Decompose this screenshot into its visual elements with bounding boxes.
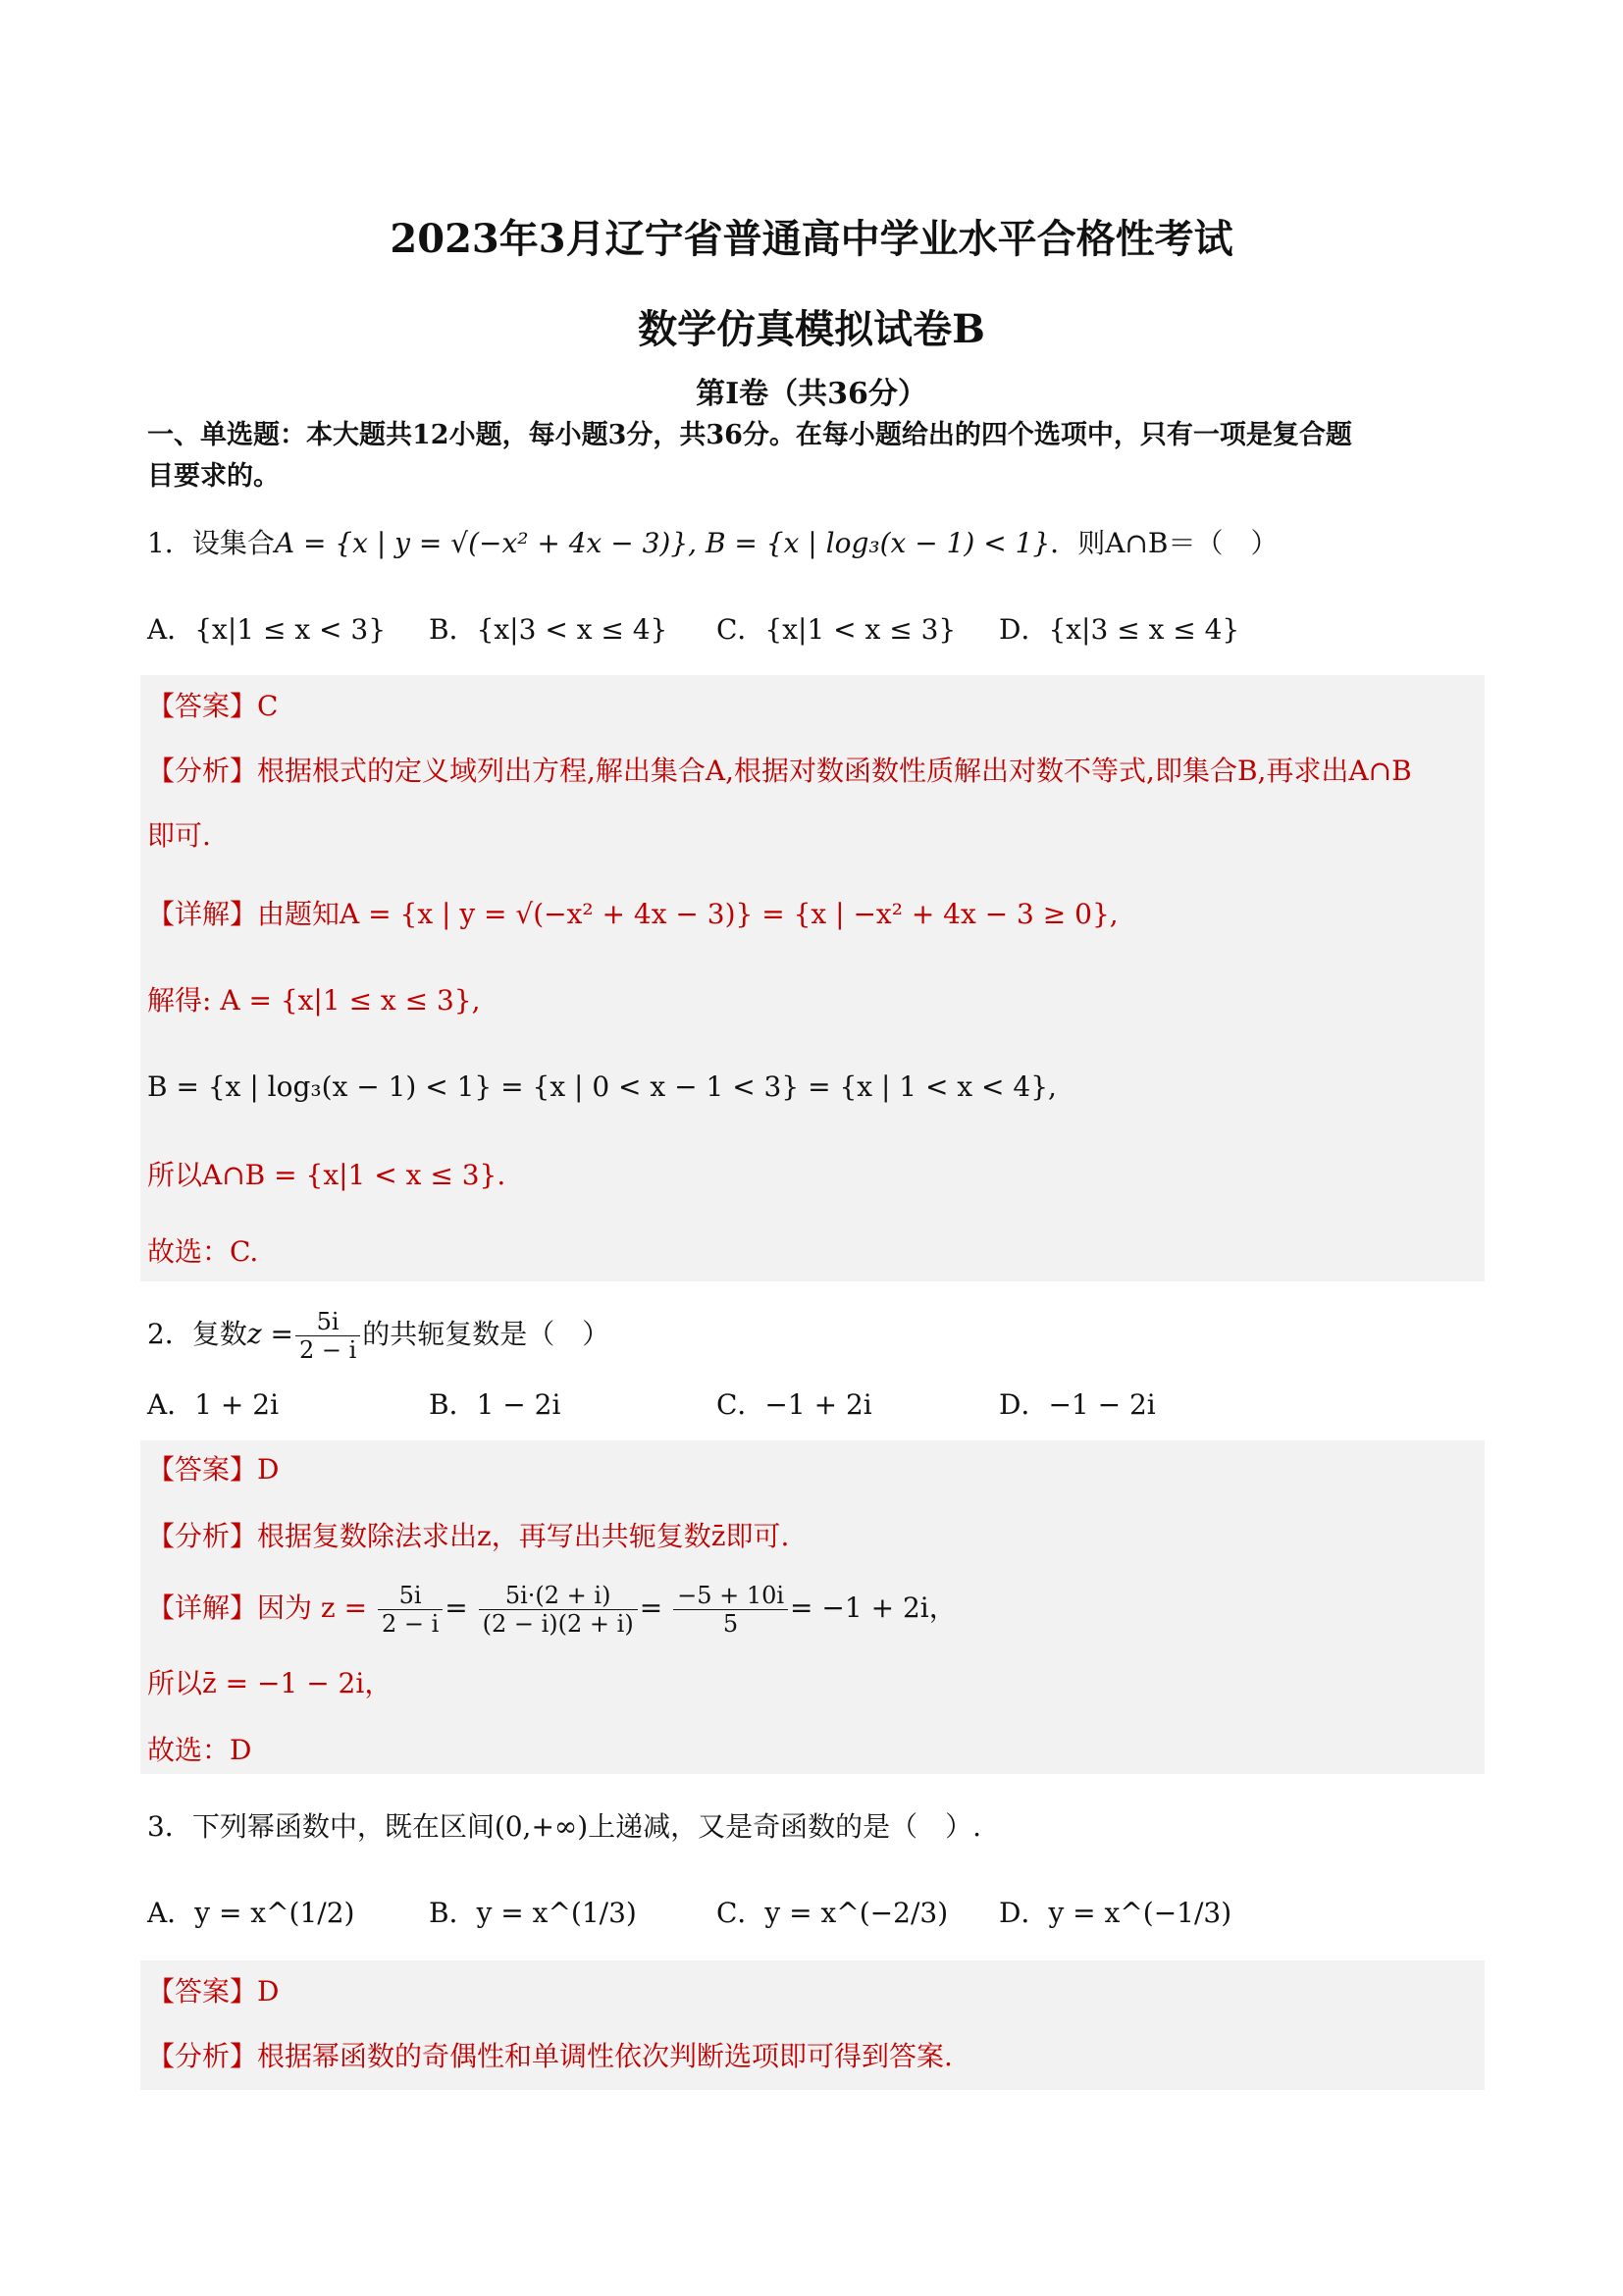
q2-detail-fraction-2	[479, 1582, 638, 1638]
analysis-tag: 【分析】	[147, 1520, 258, 1552]
q3-option-b: B．y = x^(1/3)	[429, 1897, 637, 1929]
q2-detail: 【详解】因为 z = $\frac{5i}{2 - i}$ = $\frac{5i\cdot(2 + i)}{(2 - i)(2 + i)}$ = $\frac{-5 + 10i}{5}$ = −1 + 2i，	[147, 1582, 957, 1638]
q1-answer	[147, 687, 278, 726]
fraction-numerator: 5i·(2 + i)	[479, 1582, 638, 1610]
fraction-denominator: 2 − i	[298, 1336, 357, 1364]
q3-answer	[147, 1972, 279, 2011]
question-1-set-a: A = {x | y = √(−x² + 4x − 3)}	[274, 527, 689, 559]
q1-detail-4: 所以A∩B = {x|1 < x ≤ 3}.	[147, 1159, 506, 1191]
q1-option-a: A．{x|1 ≤ x < 3}	[147, 613, 387, 646]
q3-option-a: A．y = x^(1/2)	[147, 1897, 355, 1929]
q1-detail-3: B = {x | log₃(x − 1) < 1} = {x | 0 < x − 1 < 3} = {x | 1 < x < 4},	[147, 1070, 1057, 1103]
q1-detail-2: 解得: A = {x|1 ≤ x ≤ 3},	[147, 984, 481, 1017]
question-1-set-b: , B = {x | log₃(x − 1) < 1}	[688, 527, 1051, 559]
detail-tag: 【详解】	[147, 898, 258, 930]
question-3: 3．下列幂函数中，既在区间(0,+∞)上递减，又是奇函数的是（ ）.	[147, 1810, 982, 1843]
question-1	[147, 524, 1278, 563]
q2-detail-2: 所以z̄ = −1 − 2i，	[147, 1667, 393, 1699]
q3-option-c: C．y = x^(−2/3)	[716, 1897, 949, 1929]
q1-option-d: D．{x|3 ≤ x ≤ 4}	[999, 613, 1240, 646]
volume-heading: 第Ⅰ卷（共36分）	[696, 377, 927, 411]
answer-tag: 【答案】	[147, 1453, 258, 1486]
exam-subtitle: 数学仿真模拟试卷B	[638, 306, 985, 352]
q1-analysis-text: 根据根式的定义域列出方程,解出集合A,根据对数函数性质解出对数不等式,即集合B,再求出A∩B	[257, 755, 1412, 787]
q1-choose: 故选：C.	[147, 1235, 259, 1268]
q2-detail-fraction-3	[673, 1582, 788, 1638]
answer-tag: 【答案】	[147, 1975, 258, 2008]
question-2-suffix: 的共轭复数是（ ）	[362, 1318, 610, 1350]
q3-analysis-text: 根据幂函数的奇偶性和单调性依次判断选项即可得到答案.	[257, 2040, 953, 2072]
analysis-tag: 【分析】	[147, 755, 258, 787]
q1-detail-1	[147, 895, 1119, 934]
q1-option-b: B．{x|3 < x ≤ 4}	[429, 613, 668, 646]
fraction-denominator: 2 − i	[381, 1610, 440, 1638]
section-instructions-1: 一、单选题：本大题共12小题，每小题3分，共36分。在每小题给出的四个选项中，只有一项是复合题	[147, 420, 1352, 450]
fraction-numerator: −5 + 10i	[673, 1582, 788, 1610]
q1-analysis-1	[147, 752, 1412, 791]
fraction-numerator: 5i	[378, 1582, 443, 1610]
q2-analysis-text: 根据复数除法求出z，再写出共轭复数z̄即可.	[257, 1520, 790, 1552]
question-1-prefix: 1．设集合	[147, 527, 275, 559]
exam-title: 2023年3月辽宁省普通高中学业水平合格性考试	[390, 216, 1233, 262]
detail-tag: 【详解】	[147, 1592, 258, 1624]
q2-detail-pre: 因为 z =	[257, 1592, 368, 1624]
q2-option-a: A．1 + 2i	[147, 1388, 280, 1421]
answer-tag: 【答案】	[147, 690, 258, 722]
q2-choose: 故选：D	[147, 1734, 252, 1766]
q2-answer	[147, 1450, 279, 1489]
q1-detail-text-1: 由题知A = {x | y = √(−x² + 4x − 3)} = {x | −x² + 4x − 3 ≥ 0},	[257, 898, 1119, 930]
q2-option-c: C．−1 + 2i	[716, 1388, 872, 1421]
q2-answer-value: D	[257, 1453, 280, 1486]
fraction-denominator: (2 − i)(2 + i)	[482, 1610, 634, 1638]
question-2-prefix: 2．复数	[147, 1318, 247, 1350]
question-2-z: z =	[246, 1318, 293, 1350]
q1-option-c: C．{x|1 < x ≤ 3}	[716, 613, 957, 646]
q2-detail-fraction-1	[378, 1582, 443, 1638]
q2-option-b: B．1 − 2i	[429, 1388, 561, 1421]
q2-analysis	[147, 1517, 789, 1556]
q1-analysis-2: 即可.	[147, 819, 211, 852]
q3-option-d: D．y = x^(−1/3)	[999, 1897, 1232, 1929]
fraction-numerator: 5i	[295, 1308, 360, 1336]
q2-detail-end: = −1 + 2i，	[790, 1592, 957, 1624]
section-instructions-2: 目要求的。	[147, 461, 280, 492]
q1-answer-value: C	[257, 690, 279, 722]
q2-option-d: D．−1 − 2i	[999, 1388, 1156, 1421]
fraction-denominator: 5	[722, 1610, 739, 1638]
question-2	[147, 1305, 609, 1364]
question-2-fraction	[295, 1308, 360, 1364]
q3-analysis	[147, 2037, 953, 2076]
q3-answer-value: D	[257, 1975, 280, 2008]
question-1-suffix: ．则A∩B＝（ ）	[1050, 527, 1279, 559]
analysis-tag: 【分析】	[147, 2040, 258, 2072]
